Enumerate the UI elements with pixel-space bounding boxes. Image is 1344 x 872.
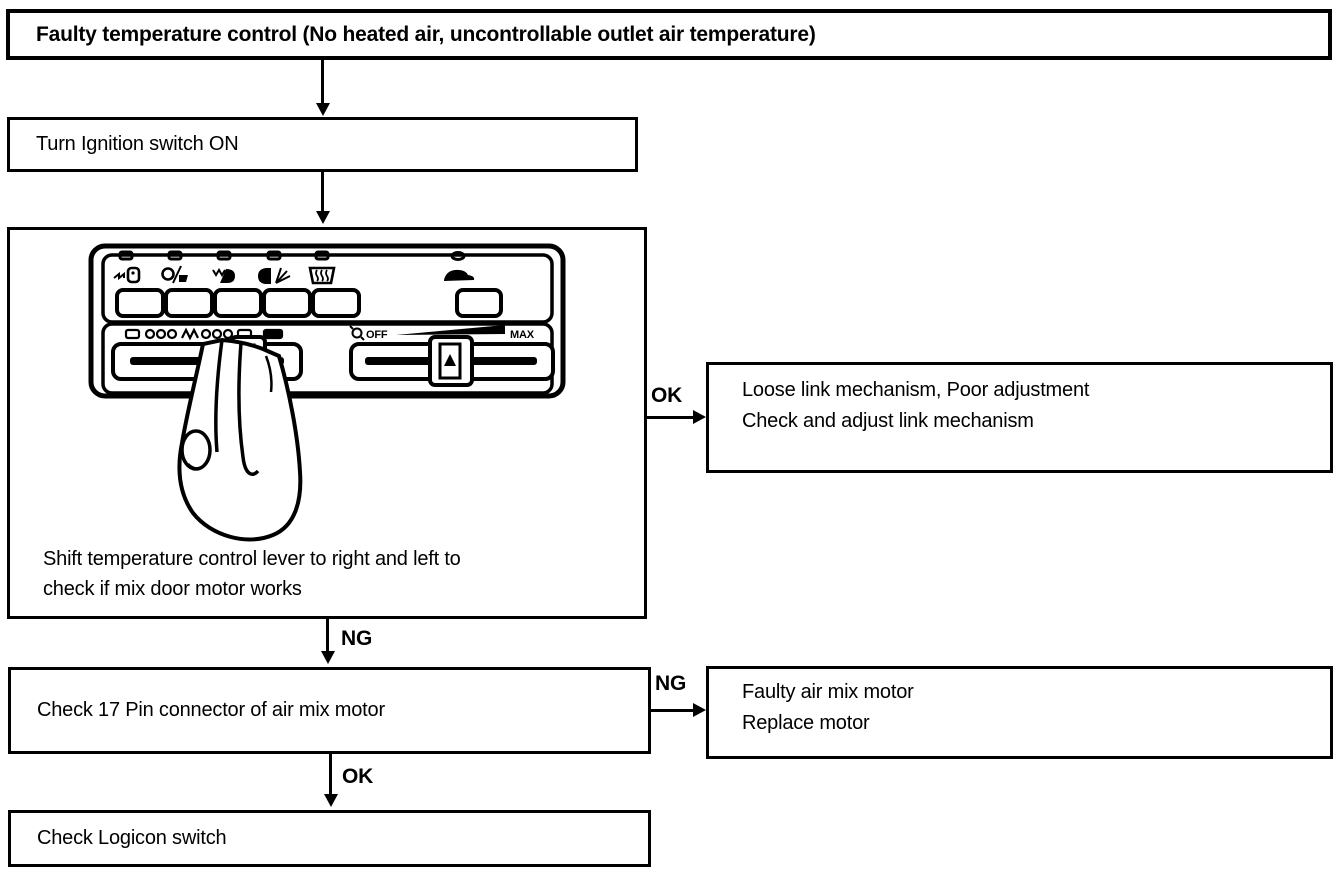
title-box bbox=[6, 9, 1332, 60]
arrow-down-icon bbox=[316, 103, 330, 116]
arrow-line bbox=[321, 60, 324, 105]
test-caption bbox=[43, 544, 461, 604]
step2-box bbox=[8, 667, 651, 754]
result-faulty-motor-box bbox=[706, 666, 1333, 759]
fan-off-label: OFF bbox=[366, 329, 388, 341]
arrow-down-icon bbox=[324, 794, 338, 807]
arrow-right-icon bbox=[693, 410, 706, 424]
step2-text: Check 17 Pin connector of air mix motor bbox=[37, 699, 385, 721]
test-caption-line1: Shift temperature control lever to right and left to bbox=[43, 548, 461, 570]
fan-slider bbox=[351, 337, 553, 385]
result-loose-link-line1: Loose link mechanism, Poor adjustment bbox=[742, 379, 1090, 401]
fan-max-label: MAX bbox=[510, 329, 534, 341]
result-faulty-motor-line2: Replace motor bbox=[742, 712, 870, 734]
hand-illustration bbox=[179, 340, 300, 539]
result-loose-link-box bbox=[706, 362, 1333, 473]
branch-label-ng2: NG bbox=[655, 672, 687, 695]
title-text: Faulty temperature control (No heated air, uncontrollable outlet air temperature) bbox=[36, 22, 816, 46]
arrow-line bbox=[329, 754, 332, 795]
arrow-right-icon bbox=[693, 703, 706, 717]
step1-box bbox=[7, 117, 638, 172]
arrow-line bbox=[326, 619, 329, 652]
arrow-line bbox=[647, 416, 694, 419]
branch-label-ng: NG bbox=[341, 627, 373, 650]
arrow-line bbox=[651, 709, 694, 712]
branch-label-ok: OK bbox=[651, 384, 683, 407]
test-box bbox=[7, 227, 647, 619]
arrow-down-icon bbox=[321, 651, 335, 664]
arrow-line bbox=[321, 172, 324, 213]
step1-text: Turn Ignition switch ON bbox=[36, 133, 239, 155]
branch-label-ok2: OK bbox=[342, 765, 374, 788]
step3-text: Check Logicon switch bbox=[37, 827, 227, 849]
step3-box bbox=[8, 810, 651, 867]
arrow-down-icon bbox=[316, 211, 330, 224]
result-faulty-motor-line1: Faulty air mix motor bbox=[742, 681, 914, 703]
test-caption-line2: check if mix door motor works bbox=[43, 578, 302, 600]
result-loose-link-line2: Check and adjust link mechanism bbox=[742, 410, 1034, 432]
